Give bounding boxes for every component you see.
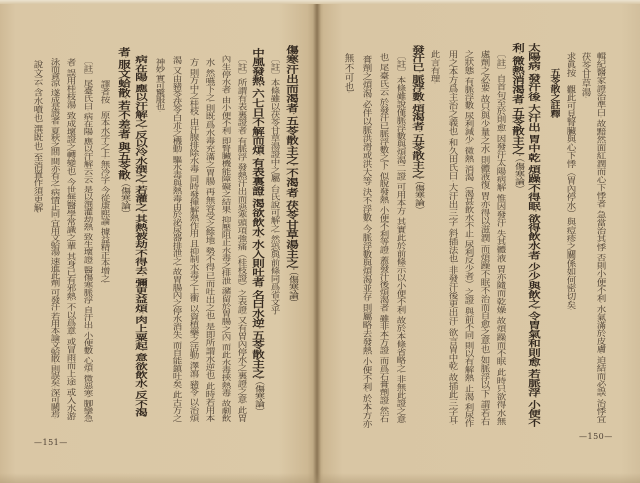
commentary-column: 內生停水者。由小便不利。即腎臟機能障礙之結果。抑壓阻止水毒之排泄。瀦留於胃腸之內。而此水毒挾熱毒。故劇飲 bbox=[219, 55, 231, 422]
commentary-column: 之狀態。有脈浮數。尿利減少。微熱。消渴（渴甚飲水不止。尿利反少者）之證。與前不同。則以有解熱。止渴。利尿作 bbox=[462, 50, 474, 428]
commentary-column: 者。誤用桂枝湯。致成壞證之轉變也。今世無醫學常識之輩。其身已有邪熱。不以爲意。或冒雨而上途。或入水游 bbox=[64, 58, 76, 420]
commentary-column: 泳而貪涼。遂成是證者。夏秋之間。間亦有之。病情正同。宜用文蛤湯。速進此劑。可發汗。若用本論文蛤散。則誤矣。深可闕焉。 bbox=[48, 58, 60, 420]
scripture-column: 傷寒汗出而渴者。五苓散主之。不渴者。茯苓甘草湯主之。（傷寒論） bbox=[284, 45, 300, 307]
book-gutter bbox=[313, 0, 321, 483]
scripture-column: 中風發熱。六七日不解而煩。有表裏證。渴欲飲水。水入則吐者。名曰水逆。五苓散主之。（傷寒論） bbox=[250, 48, 266, 416]
commentary-column: 神妙。實可驚服也。 bbox=[153, 58, 165, 114]
page-number: —151— bbox=[34, 438, 68, 447]
commentary-column: 用之本方爲主治之義也。和久田氏曰。大汗出三字。斜插法也。非發汗後更出汗。欲言胃中乾。故插此三字耳。 bbox=[446, 50, 458, 428]
scripture-column: 者。服文蛤散。若不差者。與五苓散。（傷寒論） bbox=[116, 47, 132, 218]
page-bottom-edge bbox=[0, 473, 640, 483]
page-top-edge bbox=[0, 0, 640, 4]
translator-note-column: 譯者按 原本水字之上。無冷字。今從康熙論。據益精正本增之。 bbox=[98, 80, 110, 285]
commentary-column: 無不可也。 bbox=[342, 53, 354, 96]
commentary-column: 渴。又由豬苓茯苓白朮之機動。驅水毒與熱毒由於泌尿器排泄之。故胃腸內之停水消失。而自能鎮吐矣。此古方之 bbox=[170, 56, 182, 422]
scripture-column: 病在陽。應以汗解之。反以冷水潠之。若灌之。其熱被劫不得去。彌更益煩。肉上粟起。意欲飲水。反不渴 bbox=[133, 55, 149, 417]
commentary-column: 〔註〕自首句至於則愈。因發汗太陽病解。惟因發汗。失其體液。胃亦隨而乾燥。故煩躁而不眠。此時只欲得水無 bbox=[494, 50, 506, 425]
commentary-column: 〔註〕本條雖以茯苓甘草湯證中之屬。台氏說可解之。然恐與前條同爲省文乎。 bbox=[268, 55, 280, 317]
left-page bbox=[0, 0, 317, 483]
scripture-column: 發汗已。脈浮數。煩渴者。五苓散主之。（傷寒論） bbox=[410, 45, 426, 213]
commentary-column: 〔註〕所謂有表裏證者。有脈浮。發熱汗出而惡寒頭項強痛（桂枝證）之表證。又有胃內停水之裏證之意。此胃 bbox=[235, 55, 247, 422]
right-page bbox=[317, 0, 640, 483]
commentary-column: 說文云。含水噴也。潠既也。至消置作須更解。 bbox=[31, 60, 43, 215]
commentary-column: 水。然嚥下之。則既爲水毒充滿之胃腸。再無容受之餘地。勢不得已而吐出之也。是即所謂水逆也。此時若用本 bbox=[203, 58, 215, 423]
section-heading: 五苓散之註釋 bbox=[548, 68, 559, 118]
commentary-column: 〔註〕本條雖說僅脈浮數與煩渴二證。可用本方。其實此於前條示以小便不利。故於本條省略之。非無此證之意 bbox=[394, 52, 406, 423]
commentary-column: 茯苓甘草湯。 bbox=[579, 52, 591, 100]
scripture-column: 利。微熱消渴者。五苓散主之。（傷寒論） bbox=[510, 43, 526, 193]
scripture-column: 太陽病。發汗後。大汗出。胃中乾。煩躁不得眠。欲得飲水者。少少與飲之。令胃氣和則愈。若脈浮。小便不 bbox=[526, 43, 542, 428]
commentary-column: 方。則方中之桂枝。由汗腺排除水毒。同時發揮解熱作用。且抑制水毒之上衝。以資植藥之活動。澤瀉。豬苓。以治煩 bbox=[187, 58, 199, 422]
commentary-column: 處劑之必要。故只與少量之水。則體液復。胃亦得以滋潤。而煩躁不眠不治而自愈之意也。如脈浮以下。謂若右 bbox=[478, 50, 490, 426]
page-number: —150— bbox=[579, 432, 613, 441]
commentary-column: 也。尾臺氏云。於發汗已脈浮數之下。似脫發熱。小便不利等證。蓋發汗後煩渴者。雖非本方證。而爲石膏劑證。然石 bbox=[377, 53, 389, 423]
commentary-column: 膏劑之煩渴。必伴以脈洪滑或洪大等。決不浮數。今脈浮數與煩渴並存。則屬略去發熱。小便不利。於本方亦 bbox=[360, 55, 372, 428]
translator-note-column: 求眞按 觀此可見腎臟與心下悸（胃內停水）與痘疹之關係如何密切矣。 bbox=[564, 52, 576, 312]
commentary-column: 此言有理。 bbox=[428, 50, 440, 86]
commentary-column: 輯紀醫家證治準曰。故黯然面紅潤而心下悸者。急當治其悸。否則小便不利。水氣滿於皮膚。迫結而必誤。治悸宜 bbox=[594, 52, 606, 423]
commentary-column: 〔註〕尾臺氏曰。病在陽。應以汗解云云。是以潠灌劫熱。致生壞證。醫傷寒脈浮。自汗出。小便數。心煩。微惡寒。腳攣急 bbox=[81, 57, 93, 422]
